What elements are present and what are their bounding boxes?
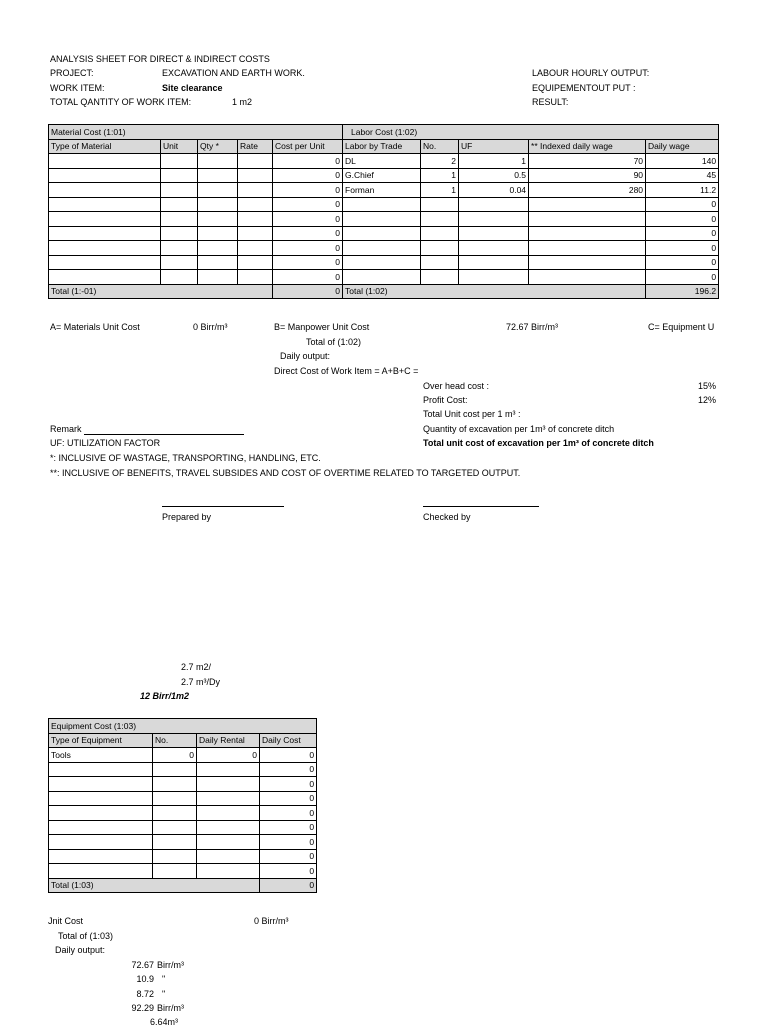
total-labor-label: Total (1:02)	[343, 284, 646, 299]
table-cell: 0	[646, 270, 719, 285]
table-cell: DL	[343, 154, 421, 169]
overhead-label: Over head cost :	[423, 381, 490, 391]
table-cell	[459, 226, 529, 241]
equipment-cell	[197, 762, 260, 777]
table-cell	[459, 212, 529, 227]
uf-note: UF: UTILIZATION FACTOR	[50, 438, 161, 448]
table-cell: 11.2	[646, 183, 719, 198]
note-benefits: **: INCLUSIVE OF BENEFITS, TRAVEL SUBSIDES AND COST OF OVERTIME RELATED TO TARGETED OUTPUT.	[50, 468, 521, 478]
table-cell	[421, 197, 459, 212]
equipment-cell	[197, 835, 260, 850]
equipment-row	[49, 762, 317, 777]
equipment-cell: 0	[260, 791, 317, 806]
equipment-cell	[49, 820, 153, 835]
equipment-column-header: Daily Rental	[197, 733, 260, 748]
equipment-row	[49, 748, 317, 763]
result-direct-cost-unit: Birr/m³	[157, 960, 184, 970]
table-row	[49, 270, 719, 285]
equipment-cell: Tools	[49, 748, 153, 763]
table-cell: 0	[646, 197, 719, 212]
table-cell: 0.5	[459, 168, 529, 183]
table-cell: 70	[529, 154, 646, 169]
overhead-value: 15%	[698, 381, 717, 391]
equipment-row	[49, 864, 317, 879]
table-cell	[421, 226, 459, 241]
table-cell: 0	[646, 212, 719, 227]
equipment-cell	[197, 791, 260, 806]
table-cell: 0	[273, 255, 343, 270]
work-item-label: WORK ITEM:	[50, 83, 105, 93]
table-cell: 0	[273, 241, 343, 256]
table-cell	[238, 270, 273, 285]
table-cell	[529, 197, 646, 212]
table-cell	[529, 226, 646, 241]
table-cell: 45	[646, 168, 719, 183]
side-value-m3-dy: 2.7 m³/Dy	[181, 677, 221, 687]
table-cell	[459, 241, 529, 256]
equipment-row	[49, 806, 317, 821]
result-profit-unit: "	[162, 989, 166, 999]
equipment-row	[49, 777, 317, 792]
equipment-cost-title: Equipment Cost (1:03)	[49, 719, 317, 734]
equipment-cell: 0	[260, 835, 317, 850]
remark-label: Remark	[50, 424, 82, 434]
table-body	[49, 154, 719, 285]
table-cell	[343, 270, 421, 285]
table-cell: 1	[459, 154, 529, 169]
labor-cost-title: Labor Cost (1:02)	[343, 125, 719, 140]
total-102-label: Total of (1:02)	[306, 337, 362, 347]
column-header: UF	[459, 139, 529, 154]
table-cell	[198, 270, 238, 285]
column-header: ** Indexed daily wage	[529, 139, 646, 154]
equipment-table-body	[49, 748, 317, 879]
equipment-cell: 0	[260, 777, 317, 792]
table-row	[49, 183, 719, 198]
table-cell	[161, 241, 198, 256]
total-unit-cost-label: Total Unit cost per 1 m³ :	[423, 409, 521, 419]
column-header: Labor by Trade	[343, 139, 421, 154]
table-cell	[421, 255, 459, 270]
quantity-excavation-label: Quantity of excavation per 1m³ of concrete ditch	[423, 424, 615, 434]
equipment-cell	[49, 864, 153, 879]
table-cell	[198, 197, 238, 212]
result-quantity: 6.64m³	[150, 1017, 179, 1027]
equipment-cell	[49, 777, 153, 792]
total-labor-value: 196.2	[646, 284, 719, 299]
table-cell: 0	[646, 226, 719, 241]
equipment-cell: 0	[260, 864, 317, 879]
table-row	[49, 197, 719, 212]
equipment-cell: 0	[153, 748, 197, 763]
total-material-label: Total (1:-01)	[49, 284, 273, 299]
table-cell	[529, 270, 646, 285]
table-row	[49, 241, 719, 256]
equipment-row	[49, 849, 317, 864]
daily-output-label: Daily output:	[280, 351, 331, 361]
table-cell	[161, 197, 198, 212]
table-row	[49, 154, 719, 169]
materials-unit-cost-value: 0 Birr/m³	[193, 322, 228, 332]
table-cell	[421, 241, 459, 256]
table-cell	[529, 241, 646, 256]
table-cell: 0	[646, 255, 719, 270]
table-cell	[343, 241, 421, 256]
column-header: Qty *	[198, 139, 238, 154]
table-cell: 2	[421, 154, 459, 169]
table-cell	[49, 183, 161, 198]
result-label: RESULT:	[532, 97, 569, 107]
total-qty-value: 1 m2	[232, 97, 253, 107]
table-cell	[459, 270, 529, 285]
checked-by-line	[423, 506, 539, 507]
side-value-m2: 2.7 m2/	[181, 662, 212, 672]
note-wastage: *: INCLUSIVE OF WASTAGE, TRANSPORTING, HANDLING, ETC.	[50, 453, 321, 463]
table-cell	[343, 197, 421, 212]
equipment-cell: 0	[260, 820, 317, 835]
equipment-column-header: Daily Cost	[260, 733, 317, 748]
manpower-unit-cost-value: 72.67 Birr/m³	[506, 322, 559, 332]
total-material-value: 0	[273, 284, 343, 299]
table-cell	[459, 255, 529, 270]
table-cell	[343, 255, 421, 270]
table-cell	[238, 183, 273, 198]
table-header-row	[49, 139, 719, 154]
equipment-total-value: 0	[260, 878, 317, 893]
table-cell: 140	[646, 154, 719, 169]
column-header: Daily wage	[646, 139, 719, 154]
table-cell	[421, 270, 459, 285]
cost-analysis-table	[48, 124, 719, 299]
total-excavation-cost-label: Total unit cost of excavation per 1m³ of concrete ditch	[423, 438, 654, 448]
table-cell	[161, 183, 198, 198]
table-cell	[198, 255, 238, 270]
prepared-by-line	[162, 506, 284, 507]
equipment-cell	[153, 806, 197, 821]
table-cell	[161, 226, 198, 241]
column-header: Type of Material	[49, 139, 161, 154]
equipment-cell	[49, 835, 153, 850]
direct-cost-label: Direct Cost of Work Item = A+B+C =	[274, 366, 419, 376]
equipment-unit-cost-label: C= Equipment U	[648, 322, 715, 332]
result-overhead-unit: "	[162, 974, 166, 984]
equipment-cell: 0	[260, 849, 317, 864]
profit-label: Profit Cost:	[423, 395, 468, 405]
table-cell	[161, 212, 198, 227]
table-cell	[529, 255, 646, 270]
table-cell	[421, 212, 459, 227]
table-cell	[198, 154, 238, 169]
manpower-unit-cost-label: B= Manpower Unit Cost	[274, 322, 370, 332]
equipment-cell	[153, 835, 197, 850]
table-row	[49, 168, 719, 183]
result-profit: 8.72	[136, 989, 154, 999]
equipment-output-label: EQUIPEMENTOUT PUT :	[532, 83, 636, 93]
table-cell	[49, 168, 161, 183]
equipment-cell	[153, 791, 197, 806]
table-cell: 0	[273, 212, 343, 227]
equipment-column-header: No.	[153, 733, 197, 748]
equipment-total-label: Total (1:03)	[49, 878, 260, 893]
equipment-cell	[197, 820, 260, 835]
table-cell: 0	[273, 226, 343, 241]
table-row	[49, 226, 719, 241]
table-cell	[459, 197, 529, 212]
table-cell	[238, 168, 273, 183]
profit-value: 12%	[698, 395, 717, 405]
equipment-cell	[153, 762, 197, 777]
table-cell	[49, 197, 161, 212]
material-cost-title: Material Cost (1:01)	[49, 125, 343, 140]
labour-output-label: LABOUR HOURLY OUTPUT:	[532, 68, 650, 78]
table-cell	[49, 154, 161, 169]
equipment-cell	[49, 849, 153, 864]
equipment-cell	[153, 777, 197, 792]
equipment-cell: 0	[260, 748, 317, 763]
project-value: EXCAVATION AND EARTH WORK.	[162, 68, 305, 78]
equipment-row	[49, 820, 317, 835]
table-cell: 0.04	[459, 183, 529, 198]
table-cell	[49, 241, 161, 256]
table-cell	[49, 255, 161, 270]
table-cell	[238, 255, 273, 270]
side-value-birr: 12 Birr/1m2	[140, 691, 190, 701]
equipment-cell	[49, 806, 153, 821]
table-cell	[161, 168, 198, 183]
prepared-by-label: Prepared by	[162, 512, 212, 522]
sheet-title: ANALYSIS SHEET FOR DIRECT & INDIRECT COSTS	[50, 54, 270, 64]
table-cell: Forman	[343, 183, 421, 198]
table-cell	[238, 197, 273, 212]
checked-by-label: Checked by	[423, 512, 471, 522]
equipment-cell	[197, 777, 260, 792]
equipment-header-row	[49, 733, 317, 748]
equipment-cell: 0	[197, 748, 260, 763]
equipment-cell	[197, 806, 260, 821]
equipment-cell: 0	[260, 806, 317, 821]
column-header: Unit	[161, 139, 198, 154]
table-cell: 0	[273, 270, 343, 285]
table-cell	[161, 270, 198, 285]
table-cell	[198, 241, 238, 256]
equipment-row	[49, 835, 317, 850]
equipment-row	[49, 791, 317, 806]
table-cell	[238, 241, 273, 256]
table-cell	[198, 168, 238, 183]
equipment-cell	[153, 820, 197, 835]
total-103-label: Total of (1:03)	[58, 931, 114, 941]
total-qty-label: TOTAL QANTITY OF WORK ITEM:	[50, 97, 192, 107]
table-cell: 1	[421, 168, 459, 183]
table-cell	[238, 226, 273, 241]
equipment-column-header: Type of Equipment	[49, 733, 153, 748]
table-cell	[161, 255, 198, 270]
materials-unit-cost-label: A= Materials Unit Cost	[50, 322, 140, 332]
result-overhead: 10.9	[136, 974, 154, 984]
table-cell	[198, 183, 238, 198]
equipment-cell: 0	[260, 762, 317, 777]
equipment-cell	[153, 864, 197, 879]
table-cell	[238, 212, 273, 227]
table-row	[49, 212, 719, 227]
equipment-cell	[197, 849, 260, 864]
table-cell	[198, 226, 238, 241]
table-cell: 0	[273, 168, 343, 183]
column-header: Rate	[238, 139, 273, 154]
table-cell: 0	[273, 154, 343, 169]
column-header: Cost per Unit	[273, 139, 343, 154]
equipment-cell	[49, 762, 153, 777]
result-direct-cost: 72.67	[131, 960, 154, 970]
table-row	[49, 255, 719, 270]
project-label: PROJECT:	[50, 68, 94, 78]
remark-line	[84, 434, 244, 435]
column-header: No.	[421, 139, 459, 154]
table-cell: 90	[529, 168, 646, 183]
equipment-cell	[49, 791, 153, 806]
table-cell	[238, 154, 273, 169]
table-cell: 0	[646, 241, 719, 256]
table-cell	[49, 270, 161, 285]
table-cell: G.Chief	[343, 168, 421, 183]
table-cell	[49, 226, 161, 241]
table-cell	[529, 212, 646, 227]
result-total-unit: 92.29	[131, 1003, 154, 1013]
table-cell: 0	[273, 183, 343, 198]
table-cell	[198, 212, 238, 227]
table-cell: 280	[529, 183, 646, 198]
table-cell: 0	[273, 197, 343, 212]
equipment-unit-cost-value: 0 Birr/m³	[254, 916, 289, 926]
table-cell	[343, 212, 421, 227]
table-cell	[49, 212, 161, 227]
equipment-cell	[197, 864, 260, 879]
work-item-value: Site clearance	[162, 83, 223, 93]
bottom-daily-output-label: Daily output:	[55, 945, 106, 955]
table-cell: 1	[421, 183, 459, 198]
table-cell	[161, 154, 198, 169]
equipment-unit-cost-label: Jnit Cost	[48, 916, 84, 926]
result-total-unit-unit: Birr/m³	[157, 1003, 184, 1013]
table-cell	[343, 226, 421, 241]
equipment-cost-table	[48, 718, 317, 893]
equipment-cell	[153, 849, 197, 864]
